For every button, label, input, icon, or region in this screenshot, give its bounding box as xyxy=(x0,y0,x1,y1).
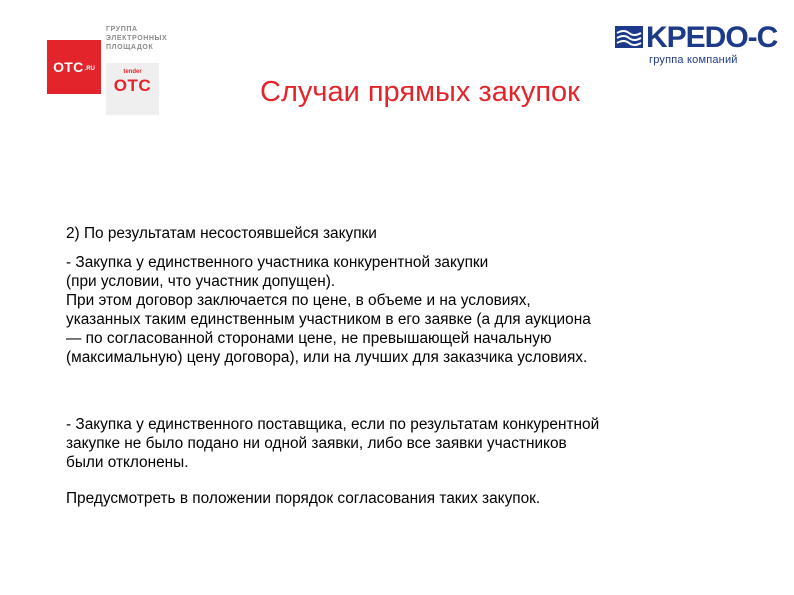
text-line: (при условии, что участник допущен). xyxy=(66,273,336,290)
text-line: — по согласованной сторонами цене, не превышающей начальную xyxy=(66,330,552,347)
tender-otc-logo xyxy=(106,63,159,115)
slide-title: Случаи прямых закупок xyxy=(260,76,580,108)
paragraph-single-supplier xyxy=(66,415,746,472)
otc-caption-line: ЭЛЕКТРОННЫХ xyxy=(106,35,168,42)
paragraph-approval xyxy=(66,489,746,508)
heading-line xyxy=(66,224,746,243)
text-line: - Закупка у единственного участника конкурентной закупки xyxy=(66,254,489,271)
text-line: указанных таким единственным участником в его заявке (а для аукциона xyxy=(66,311,591,328)
tender-logo-big: OTC xyxy=(113,76,152,95)
otc-group-caption xyxy=(106,25,167,52)
text-line: закупке не было подано ни одной заявки, либо все заявки участников xyxy=(66,435,567,452)
kredo-logo-subtitle: группа компаний xyxy=(649,54,738,66)
text-line: Предусмотреть в положении порядок согласования таких закупок. xyxy=(66,490,541,507)
text-line: 2) По результатам несостоявшейся закупки xyxy=(66,225,377,242)
otc-caption-line: ГРУППА xyxy=(106,26,138,33)
text-line: - Закупка у единственного поставщика, если по результатам конкурентной xyxy=(66,416,600,433)
text-line: (максимальную) цену договора), или на лучших для заказчика условиях. xyxy=(66,349,588,366)
kredo-logo-text: KPEDO-C xyxy=(646,21,778,54)
otc-logo-domain: .RU xyxy=(84,65,95,72)
otc-ru-logo xyxy=(47,40,101,94)
otc-caption-line: ПЛОЩАДОК xyxy=(106,44,154,51)
otc-logo-text: OTC xyxy=(53,59,84,75)
text-line: При этом договор заключается по цене, в объеме и на условиях, xyxy=(66,292,531,309)
paragraph-single-participant xyxy=(66,253,746,367)
kredo-c-logo xyxy=(615,20,785,70)
text-line: были отклонены. xyxy=(66,454,189,471)
tender-logo-small: tender xyxy=(123,69,142,75)
kredo-mark-icon xyxy=(615,26,643,48)
